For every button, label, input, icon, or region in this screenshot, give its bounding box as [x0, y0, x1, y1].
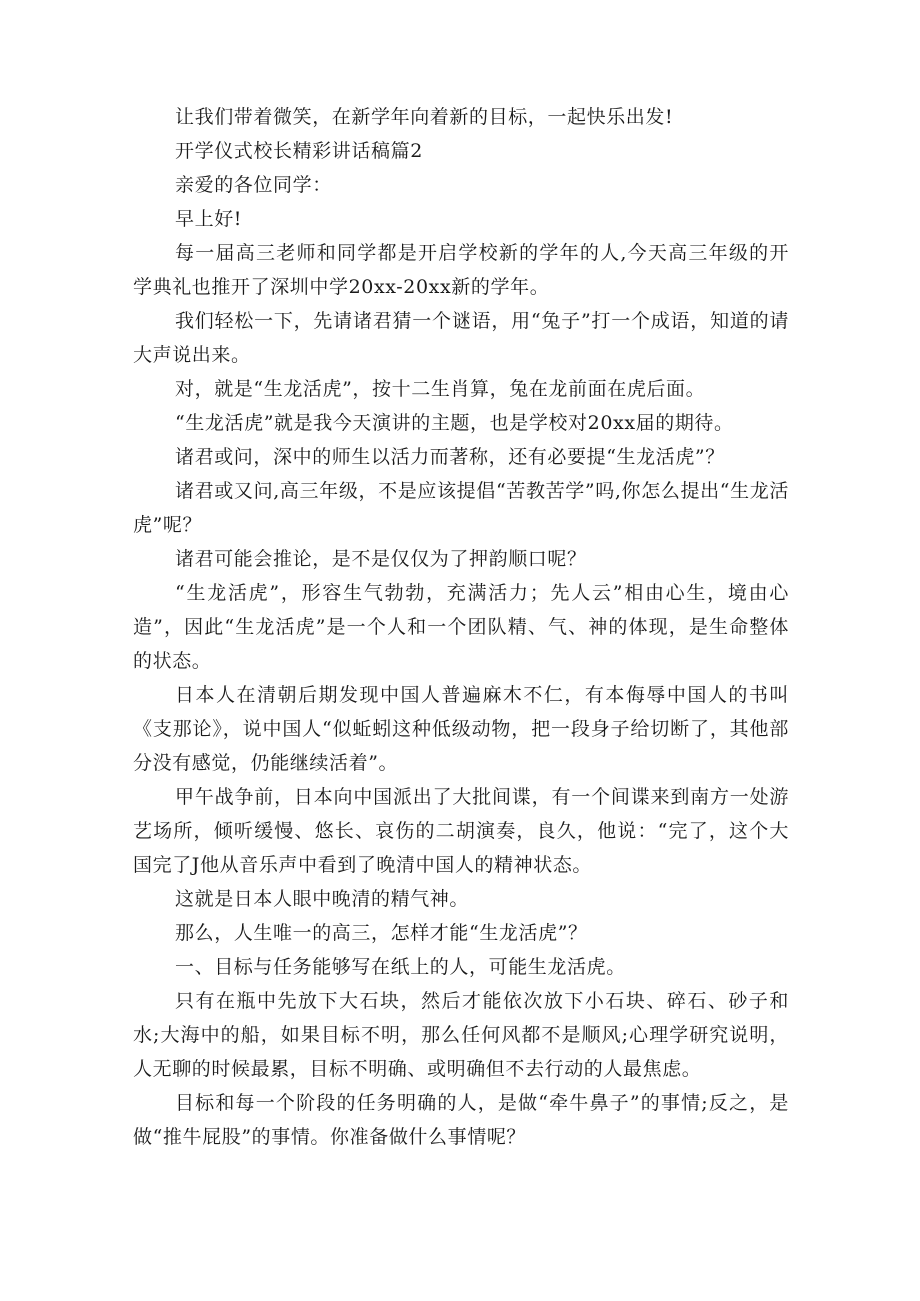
paragraph: “生龙活虎”，形容生气勃勃，充满活力；先人云”相由心生，境由心造”，因此“生龙活虎”是一个人和一个团队精、气、神的体现，是生命整体的状态。: [133, 582, 789, 672]
paragraph: 目标和每一个阶段的任务明确的人，是做“牵牛鼻子”的事情;反之，是做“推牛屁股”的事情。你准备做什么事情呢？: [133, 1092, 789, 1148]
paragraph: 这就是日本人眼中晚清的精气神。: [175, 888, 470, 910]
paragraph: 诸君或又问,高三年级，不是应该提倡“苦教苦学”吗,你怎么提出“生龙活虎”呢？: [133, 480, 789, 536]
salutation: 亲爱的各位同学：: [175, 174, 332, 196]
subheading: 一、目标与任务能够写在纸上的人，可能生龙活虎。: [175, 956, 626, 978]
document-body: [133, 100, 789, 1154]
section-title: 开学仪式校长精彩讲话稿篇2: [175, 140, 423, 162]
paragraph: 对，就是“生龙活虎”，按十二生肖算，兔在龙前面在虎后面。: [175, 378, 706, 400]
paragraph: 日本人在清朝后期发现中国人普遍麻木不仁，有本侮辱中国人的书叫《支那论》，说中国人“似蚯蚓这种低级动物，把一段身子给切断了，其他部分没有感觉，仍能继续活着”。: [133, 684, 789, 774]
greeting: 早上好!: [175, 208, 243, 230]
paragraph: 让我们带着微笑，在新学年向着新的目标，一起快乐出发!: [175, 106, 674, 128]
paragraph: 每一届高三老师和同学都是开启学校新的学年的人,今天高三年级的开学典礼也推开了深圳中学20xx-20xx新的学年。: [133, 242, 789, 298]
paragraph: “生龙活虎”就是我今天演讲的主题，也是学校对20xx届的期待。: [175, 412, 734, 434]
paragraph: 只有在瓶中先放下大石块，然后才能依次放下小石块、碎石、砂子和水;大海中的船，如果目标不明，那么任何风都不是顺风;心理学研究说明，人无聊的时候最累，目标不明确、或明确但不去行动的人最焦虑。: [133, 990, 789, 1080]
paragraph: 那么，人生唯一的高三，怎样才能“生龙活虎”？: [175, 922, 588, 944]
paragraph: 甲午战争前，日本向中国派出了大批间谍，有一个间谍来到南方一处游艺场所，倾听缓慢、悠长、哀伤的二胡演奏，良久，他说：“完了，这个大国完了J他从音乐声中看到了晚清中国人的精神状态。: [133, 786, 789, 876]
paragraph: 诸君可能会推论，是不是仅仅为了押韵顺口呢？: [175, 548, 587, 570]
paragraph: 我们轻松一下，先请诸君猜一个谜语，用“兔子”打一个成语，知道的请大声说出来。: [133, 310, 789, 366]
paragraph: 诸君或问，深中的师生以活力而著称，还有必要提“生龙活虎”？: [175, 446, 725, 468]
